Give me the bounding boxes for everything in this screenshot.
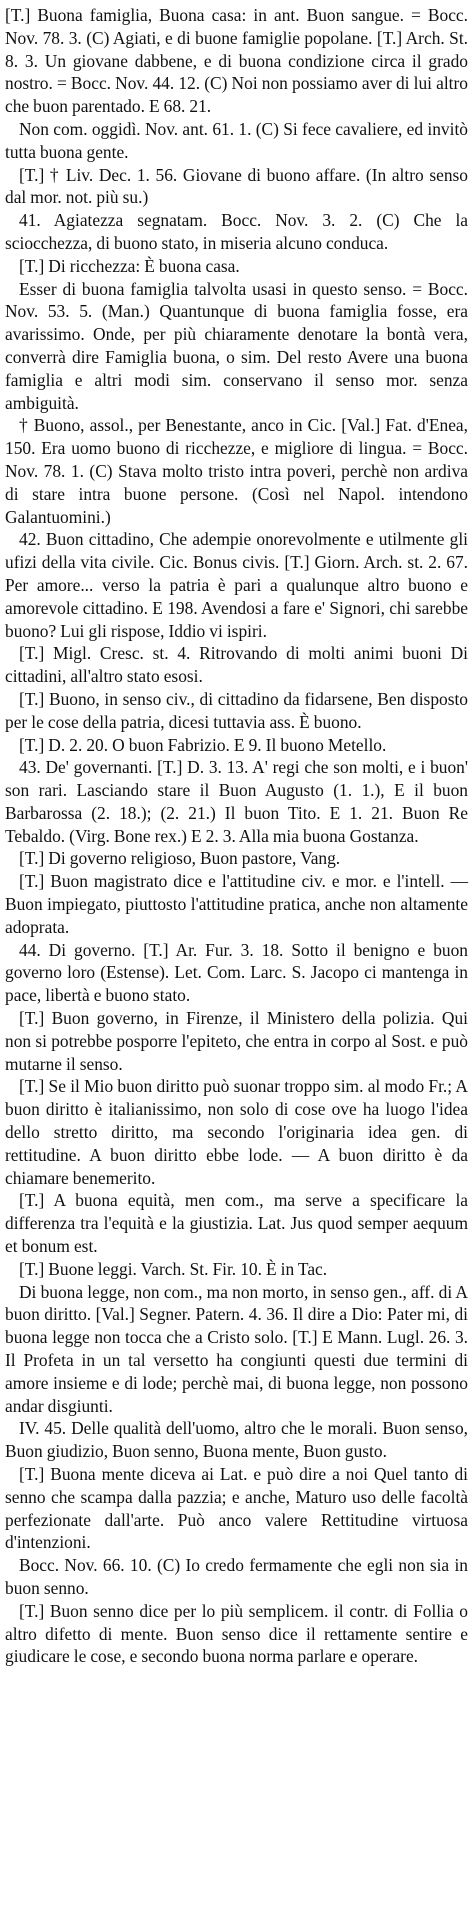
entry-paragraph-9: [T.] Migl. Cresc. st. 4. Ritrovando di molti animi buoni Di cittadini, all'altro stato esosi. [5, 643, 468, 687]
entry-paragraph-20: Di buona legge, non com., ma non morto, in senso gen., aff. di A buon diritto. [Val.] Segner. Patern. 4. 36. Il dire a Dio: Pater mi, di buona legge non tocca che a Cristo solo. [T.] E Mann. Lugl. 26. 3. Il Profeta in un tal versetto ha congiunti questi due termini di amore insieme e di lode; perchè mai, di buona legge, non possono andar disgiunti. [5, 1281, 468, 1416]
entry-paragraph-14: [T.] Buon magistrato dice e l'attitudine civ. e mor. e l'intell. — Buon impiegato, piuttosto l'attitudine pratica, anche non altamente adoprata. [5, 871, 468, 937]
entry-paragraph-13: [T.] Di governo religioso, Buon pastore, Vang. [19, 848, 341, 869]
entry-paragraph-10: [T.] Buono, in senso civ., di cittadino da fidarsene, Ben disposto per le cose della patria, dicesi tuttavia ass. È buono. [5, 688, 468, 732]
entry-paragraph-2: Non com. oggidì. Nov. ant. 61. 1. (C) Si fece cavaliere, ed invitò tutta buona gente. [5, 118, 468, 162]
entry-paragraph-11: [T.] D. 2. 20. O buon Fabrizio. E 9. Il buono Metello. [19, 734, 387, 755]
entry-paragraph-1: [T.] Buona famiglia, Buona casa: in ant. Buon sangue. = Bocc. Nov. 78. 3. (C) Agiati, e di buone famiglie popolane. [T.] Arch. St. 8. 3. Un giovane dabbene, e di buona condizione circa il grado nostro. = Bocc. Nov. 44. 12. (C) Noi non possiamo aver di lui altro che buon parentado. E 68. 21. [5, 5, 468, 117]
entry-paragraph-19: [T.] Buone leggi. Varch. St. Fir. 10. È in Tac. [19, 1258, 328, 1279]
entry-paragraph-6: Esser di buona famiglia talvolta usasi in questo senso. = Bocc. Nov. 53. 5. (Man.) Quantunque di buona famiglia fosse, era avarissimo. Onde, per più chiaramente denotare la bontà vera, converrà dire Famiglia buona, o sim. Del resto Avere una buona famiglia e altri modi sim. conservano il senso mor. senza ambiguità. [5, 278, 468, 413]
entry-paragraph-21: IV. 45. Delle qualità dell'uomo, altro che le morali. Buon senso, Buon giudizio, Buon senno, Buona mente, Buon gusto. [5, 1418, 468, 1462]
entry-paragraph-23: Bocc. Nov. 66. 10. (C) Io credo fermamente che egli non sia in buon senno. [5, 1555, 468, 1598]
entry-paragraph-22: [T.] Buona mente diceva ai Lat. e può dire a noi Quel tanto di senno che scampa dalla pazzia; e anche, Maturo uso delle facoltà perfezionate dall'arte. Può anco valere Rettitudine virtuosa d'intenzioni. [5, 1464, 468, 1553]
entry-paragraph-15: 44. Di governo. [T.] Ar. Fur. 3. 18. Sotto il benigno e buon governo loro (Estense). Let. Com. Larc. S. Jacopo ci mantenga in pace, libertà e buono stato. [5, 939, 468, 1006]
entry-paragraph-18: [T.] A buona equità, men com., ma serve a specificare la differenza tra l'equità e la giustizia. Lat. Jus quod semper aequum et bonum est. [5, 1190, 468, 1257]
entry-paragraph-24: [T.] Buon senno dice per lo più semplicem. il contr. di Follia o altro difetto di mente. Buon senso dice il rettamente sentire e giudicare le cose, e secondo buona norma parlare e operare. [5, 1600, 468, 1667]
entry-paragraph-5: [T.] Di ricchezza: È buona casa. [19, 255, 240, 276]
entry-paragraph-7: † Buono, assol., per Benestante, anco in Cic. [Val.] Fat. d'Enea, 150. Era uomo buono di ricchezze, e migliore di lingua. = Bocc. Nov. 78. 1. (C) Stava molto tristo intra poveri, perchè non ardiva di stare intra buone persone. (Così nel Napol. intendono Galantuomini.) [5, 415, 468, 527]
entry-paragraph-17: [T.] Se il Mio buon diritto può suonar troppo sim. al modo Fr.; A buon diritto è italianissimo, non solo di cose ove ha luogo l'idea dello stretto diritto, ma secondo l'originaria idea gen. di rettitudine. A buon diritto ebbe lode. — A buon diritto è da chiamare benemerito. [5, 1076, 468, 1188]
entry-paragraph-12: 43. De' governanti. [T.] D. 3. 13. A' regi che son molti, e i buon' son rari. Lasciando stare il Buon Augusto (1. 1.), E il buon Barbarossa (2. 18.); (2. 21.) Il buon Tito. E 1. 21. Buon Re Tebaldo. (Virg. Bone rex.) E 2. 3. Alla mia buona Gostanza. [5, 757, 468, 846]
entry-paragraph-3: [T.] † Liv. Dec. 1. 56. Giovane di buono affare. (In altro senso dal mor. not. più su.) [5, 164, 468, 208]
entry-paragraph-8: 42. Buon cittadino, Che adempie onorevolmente e utilmente gli ufizi della vita civile. Cic. Bonus civis. [T.] Giorn. Arch. st. 2. 67. Per amore... verso la patria è pari a qualunque altro buono e amorevole cittadino. E 198. Avendosi a fare e' Signori, chi sarebbe buono? Lui gli rispose, Iddio vi ispiri. [5, 529, 468, 641]
entry-paragraph-4: 41. Agiatezza segnatam. Bocc. Nov. 3. 2. (C) Che la sciocchezza, di buono stato, in miseria alcuno conduca. [5, 210, 468, 253]
entry-paragraph-16: [T.] Buon governo, in Firenze, il Ministero della polizia. Qui non si potrebbe posporre l'epiteto, che entra in corpo al Sost. e può mutarne il senso. [5, 1008, 468, 1074]
